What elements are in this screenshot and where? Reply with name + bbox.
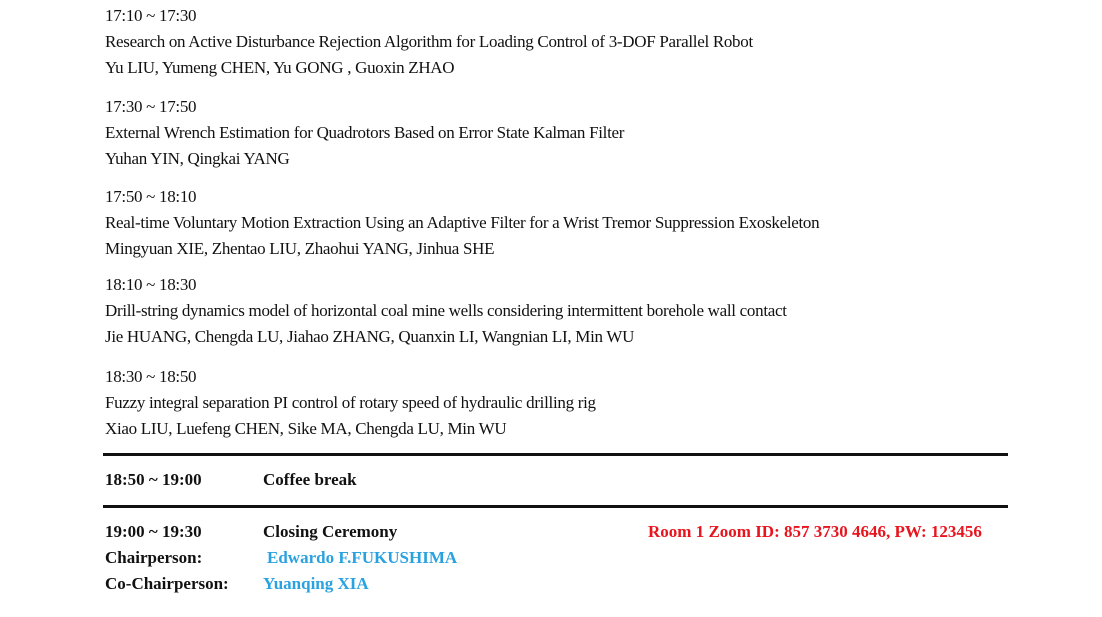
talk-entry	[105, 3, 1005, 81]
talk-authors: Mingyuan XIE, Zhentao LIU, Zhaohui YANG, Jinhua SHE	[105, 239, 495, 258]
talk-time: 17:30 ~ 17:50	[105, 97, 197, 116]
talk-entry	[105, 364, 1005, 442]
chairperson-name: Edwardo F.FUKUSHIMA	[267, 548, 458, 567]
co-chairperson-label: Co-Chairperson:	[105, 574, 229, 593]
coffee-label: Coffee break	[263, 470, 357, 489]
talk-entry	[105, 272, 1005, 350]
closing-time: 19:00 ~ 19:30	[105, 522, 202, 541]
talk-entry	[105, 184, 1005, 262]
talk-authors: Xiao LIU, Luefeng CHEN, Sike MA, Chengda LU, Min WU	[105, 419, 507, 438]
coffee-time: 18:50 ~ 19:00	[105, 470, 202, 489]
talk-title: Real-time Voluntary Motion Extraction Using an Adaptive Filter for a Wrist Tremor Suppression Exoskeleton	[105, 213, 820, 232]
chairperson-label: Chairperson:	[105, 548, 203, 567]
talk-time: 17:50 ~ 18:10	[105, 187, 197, 206]
zoom-room-info: Room 1 Zoom ID: 857 3730 4646, PW: 123456	[648, 522, 982, 541]
closing-label: Closing Ceremony	[263, 522, 398, 541]
section-divider	[103, 505, 1008, 508]
talk-title: Fuzzy integral separation PI control of rotary speed of hydraulic drilling rig	[105, 393, 596, 412]
talk-authors: Yu LIU, Yumeng CHEN, Yu GONG , Guoxin ZHAO	[105, 58, 455, 77]
co-chairperson-name: Yuanqing XIA	[263, 574, 369, 593]
talk-time: 18:10 ~ 18:30	[105, 275, 197, 294]
talk-time: 17:10 ~ 17:30	[105, 6, 197, 25]
section-divider	[103, 453, 1008, 456]
talk-title: External Wrench Estimation for Quadrotors Based on Error State Kalman Filter	[105, 123, 625, 142]
talk-authors: Jie HUANG, Chengda LU, Jiahao ZHANG, Quanxin LI, Wangnian LI, Min WU	[105, 327, 635, 346]
talk-title: Drill-string dynamics model of horizontal coal mine wells considering intermittent borehole wall contact	[105, 301, 787, 320]
talk-authors: Yuhan YIN, Qingkai YANG	[105, 149, 290, 168]
talk-time: 18:30 ~ 18:50	[105, 367, 197, 386]
talk-title: Research on Active Disturbance Rejection Algorithm for Loading Control of 3-DOF Parallel Robot	[105, 32, 753, 51]
talk-entry	[105, 94, 1005, 172]
